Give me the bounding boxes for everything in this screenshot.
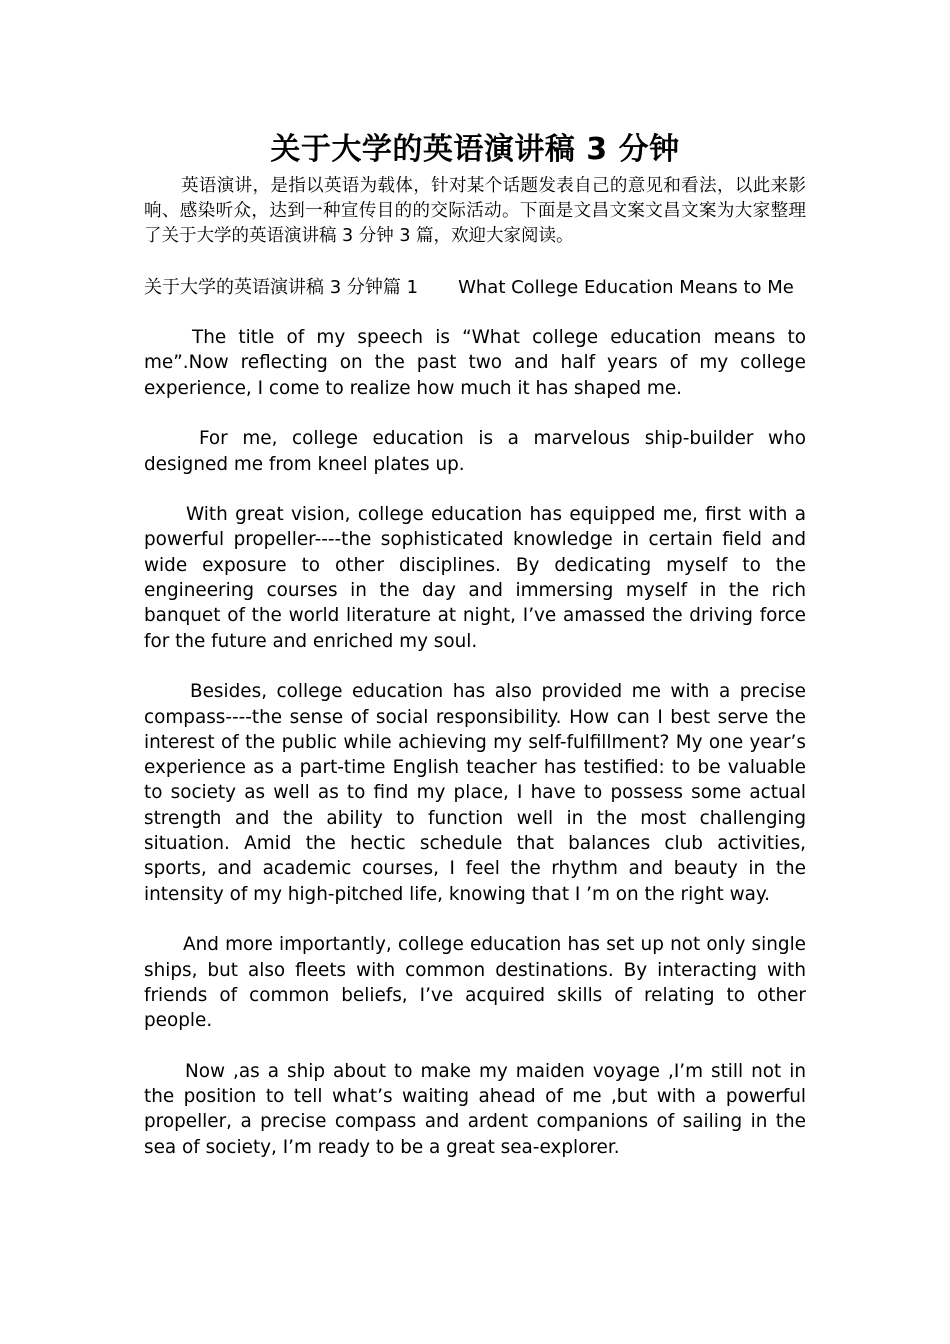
body-paragraph-4: Besides, college education has also provided me with a precise compass----the sense of social responsibility. How can I best serve the interest of the public while achieving my self-fulfillment? My one year’s experience as a part-time English teacher has testified: to be valuable to society as well as to find my place, I have to possess some actual strength and the ability to function well in the most challenging situation. Amid the hectic schedule that balances club activities, sports, and academic courses, I feel the rhythm and beauty in the intensity of my high-pitched life, knowing that I ’m on the right way. (144, 681, 806, 905)
document-title: 关于大学的英语演讲稿 3 分钟 (270, 132, 680, 167)
body-paragraph-3: With great vision, college education has equipped me, first with a powerful propeller----the sophisticated knowledge in certain field and wide exposure to other disciplines. By dedicating myself to the engineering courses in the day and immersing myself in the rich banquet of the world literature at night, I’ve amassed the driving force for the future and enriched my soul. (144, 504, 806, 652)
body-paragraph-2: For me, college education is a marvelous ship-builder who designed me from kneel plates up. (144, 428, 806, 475)
body-paragraph-6: Now ,as a ship about to make my maiden voyage ,I’m still not in the position to tell what’s waiting ahead of me ,but with a powerful propeller, a precise compass and ardent companions of sailing in the sea of society, I’m ready to be a great sea-explorer. (144, 1060, 806, 1158)
section-label: 关于大学的英语演讲稿 3 分钟篇 1 (144, 276, 419, 298)
intro-paragraph: 英语演讲，是指以英语为载体，针对某个话题发表自己的意见和看法，以此来影响、感染听众，达到一种宣传目的的交际活动。下面是文昌文案文昌文案为大家整理了关于大学的英语演讲稿 3 分钟 3 篇，欢迎大家阅读。 (144, 176, 806, 247)
body-paragraph-5: And more importantly, college education has set up not only single ships, but also fleets with common destinations. By interacting with friends of common beliefs, I’ve acquired skills of relating to other people. (144, 934, 806, 1032)
body-paragraph-1: The title of my speech is “What college education means to me”.Now reflecting on the past two and half years of my college experience, I come to realize how much it has shaped me. (144, 327, 806, 399)
section-title: What College Education Means to Me (458, 276, 794, 298)
section-heading (144, 275, 806, 300)
document-page (144, 128, 806, 1160)
